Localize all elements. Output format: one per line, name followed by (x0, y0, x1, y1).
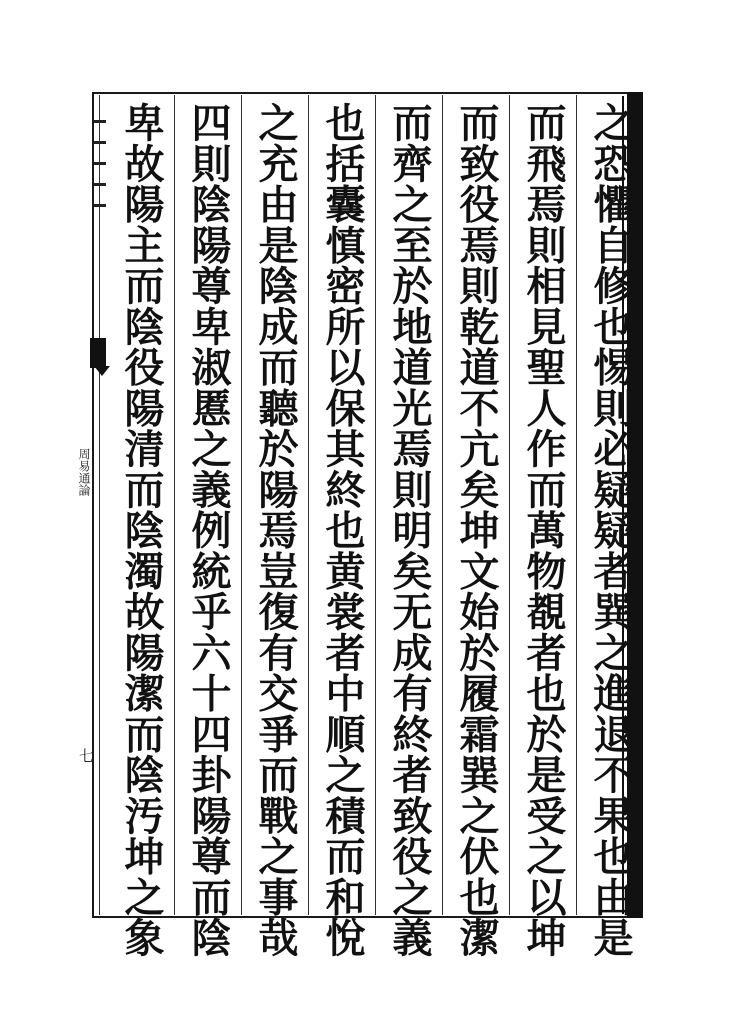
column-rule (241, 95, 242, 915)
column-rule (308, 95, 309, 915)
text-column-1: 之恐懼自修也惕則必疑疑者巽之進退不果也由是 (587, 102, 634, 958)
text-column-5: 也括囊慎密所以保其終也黄裳者中順之積而和悅 (319, 102, 366, 958)
fishtail-tip (94, 366, 110, 376)
column-rule (174, 95, 175, 915)
column-rule (442, 95, 443, 915)
text-column-8: 卑故陽主而陰役陽清而陰濁故陽潔而陰汚坤之象 (118, 102, 165, 958)
text-column-7: 四則陰陽尊卑淑慝之義例統乎六十四卦陽尊而陰 (185, 102, 232, 958)
text-column-4: 而齊之至於地道光焉則明矣无成有終者致役之義 (386, 102, 433, 958)
column-rule (375, 95, 376, 915)
text-column-6: 之充由是陰成而聽於陽焉豈復有交爭而戰之事哉 (252, 102, 299, 958)
text-column-3: 而致役焉則乾道不亢矣坤文始於履霜巽之伏也潔 (453, 102, 500, 958)
running-title: 周易通論 (77, 448, 91, 496)
fishtail-mark (90, 338, 106, 368)
column-rule (576, 95, 577, 915)
fold-ink-marks (92, 102, 106, 322)
column-rule (509, 95, 510, 915)
text-column-2: 而飛焉則相見聖人作而萬物覩者也於是受之以坤 (520, 102, 567, 958)
page-number: 七 (77, 748, 95, 763)
